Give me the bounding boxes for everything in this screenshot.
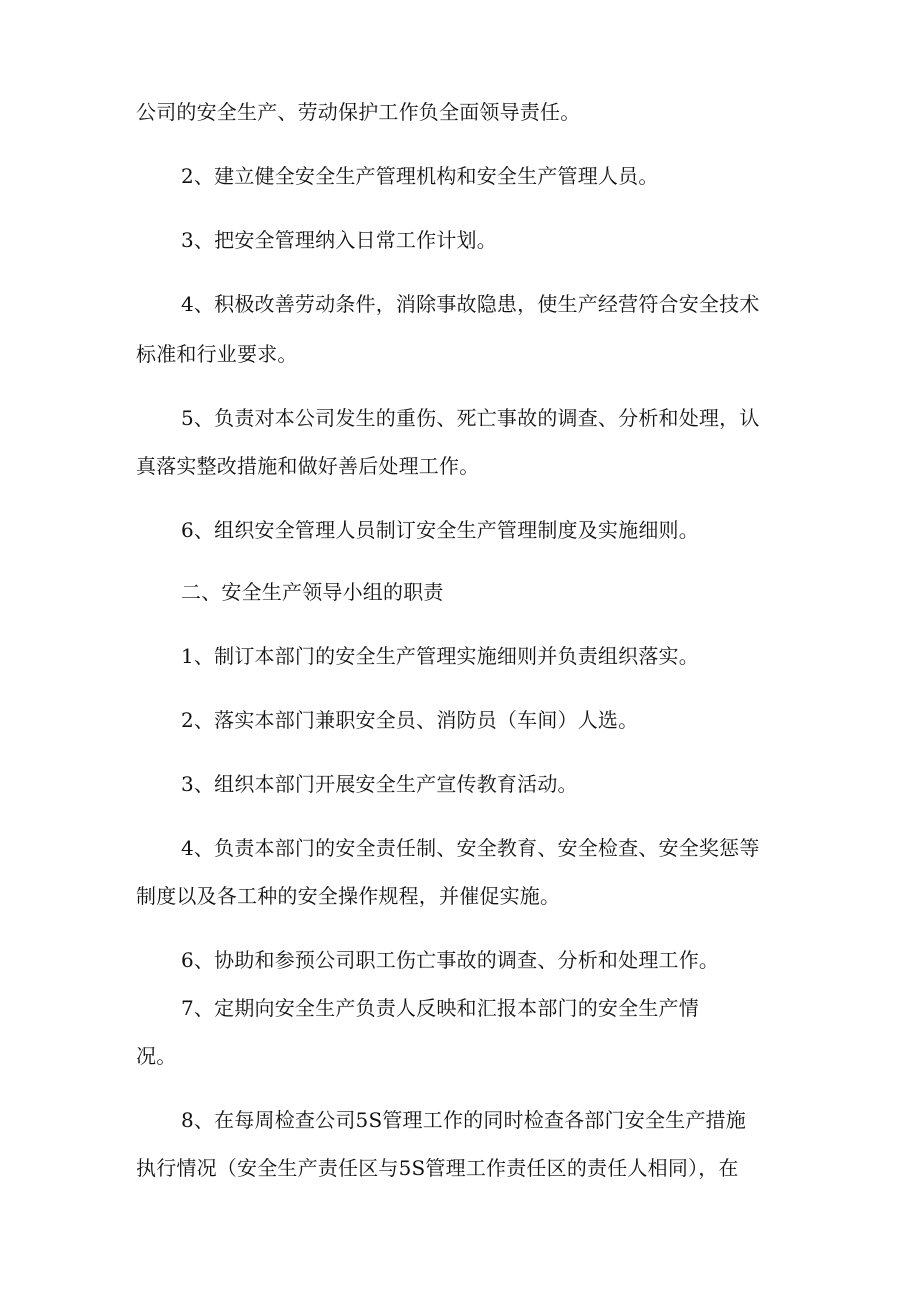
paragraph-line: 2、建立健全安全生产管理机构和安全生产管理人员。 xyxy=(181,164,659,188)
paragraph-line: 2、落实本部门兼职安全员、消防员（车间）人选。 xyxy=(181,708,639,732)
paragraph-line: 公司的安全生产、劳动保护工作负全面领导责任。 xyxy=(136,100,581,124)
paragraph-line: 4、负责本部门的安全责任制、安全教育、安全检查、安全奖惩等 xyxy=(181,836,760,860)
paragraph-line: 制度以及各工种的安全操作规程，并催促实施。 xyxy=(136,884,561,908)
paragraph-line: 真落实整改措施和做好善后处理工作。 xyxy=(136,454,480,478)
paragraph-line: 6、协助和参预公司职工伤亡事故的调查、分析和处理工作。 xyxy=(181,948,720,972)
paragraph-line: 1、制订本部门的安全生产管理实施细则并负责组织落实。 xyxy=(181,644,699,668)
paragraph-line: 4、积极改善劳动条件，消除事故隐患，使生产经营符合安全技术 xyxy=(181,292,760,316)
paragraph-line: 3、组织本部门开展安全生产宣传教育活动。 xyxy=(181,772,578,796)
paragraph-line: 执行情况（安全生产责任区与5S管理工作责任区的责任人相同），在 xyxy=(136,1156,739,1180)
paragraph-line: 6、组织安全管理人员制订安全生产管理制度及实施细则。 xyxy=(181,518,699,542)
paragraph-line: 7、定期向安全生产负责人反映和汇报本部门的安全生产情 xyxy=(181,996,699,1020)
section-heading: 二、安全生产领导小组的职责 xyxy=(181,580,444,604)
paragraph-line: 标准和行业要求。 xyxy=(136,342,298,366)
paragraph-line: 8、在每周检查公司5S管理工作的同时检查各部门安全生产措施 xyxy=(181,1108,746,1132)
paragraph-line: 况。 xyxy=(136,1044,177,1068)
paragraph-line: 5、负责对本公司发生的重伤、死亡事故的调查、分析和处理，认 xyxy=(181,406,760,430)
paragraph-line: 3、把安全管理纳入日常工作计划。 xyxy=(181,228,497,252)
